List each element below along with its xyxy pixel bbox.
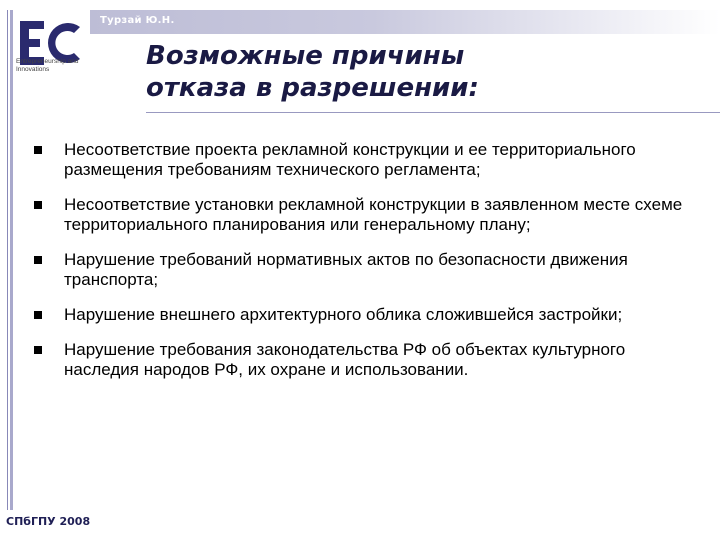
- square-bullet-icon: [34, 146, 42, 154]
- square-bullet-icon: [34, 346, 42, 354]
- list-item: [34, 250, 694, 290]
- list-item-text: Несоответствие установки рекламной конструкции в заявленном месте схеме территориального планирования или генеральному плану;: [64, 195, 683, 234]
- header-band: [90, 10, 720, 34]
- author-name: Турзай Ю.Н.: [100, 15, 175, 26]
- list-item: [34, 305, 694, 325]
- square-bullet-icon: [34, 311, 42, 319]
- page-title: [146, 40, 546, 104]
- title-line-2: отказа в разрешении:: [146, 73, 479, 103]
- list-item: [34, 140, 694, 180]
- square-bullet-icon: [34, 201, 42, 209]
- title-line-1: Возможные причины: [146, 41, 465, 71]
- reasons-list: [34, 140, 694, 380]
- logo-caption: Entrepreneurship and Innovations: [16, 58, 79, 73]
- list-item: [34, 195, 694, 235]
- list-item-text: Нарушение внешнего архитектурного облика сложившейся застройки;: [64, 305, 623, 324]
- list-item-text: Нарушение требования законодательства РФ об объектах культурного наследия народов РФ, их охране и использовании.: [64, 340, 626, 379]
- list-item: [34, 340, 694, 380]
- list-item-text: Нарушение требований нормативных актов по безопасности движения транспорта;: [64, 250, 628, 289]
- left-border-line: [7, 10, 8, 510]
- title-divider: [146, 112, 720, 113]
- footer-text: СПбГПУ 2008: [6, 515, 91, 528]
- list-item-text: Несоответствие проекта рекламной конструкции и ее территориального размещения требованиям технического регламента;: [64, 140, 636, 179]
- square-bullet-icon: [34, 256, 42, 264]
- left-border-bar: [10, 10, 13, 510]
